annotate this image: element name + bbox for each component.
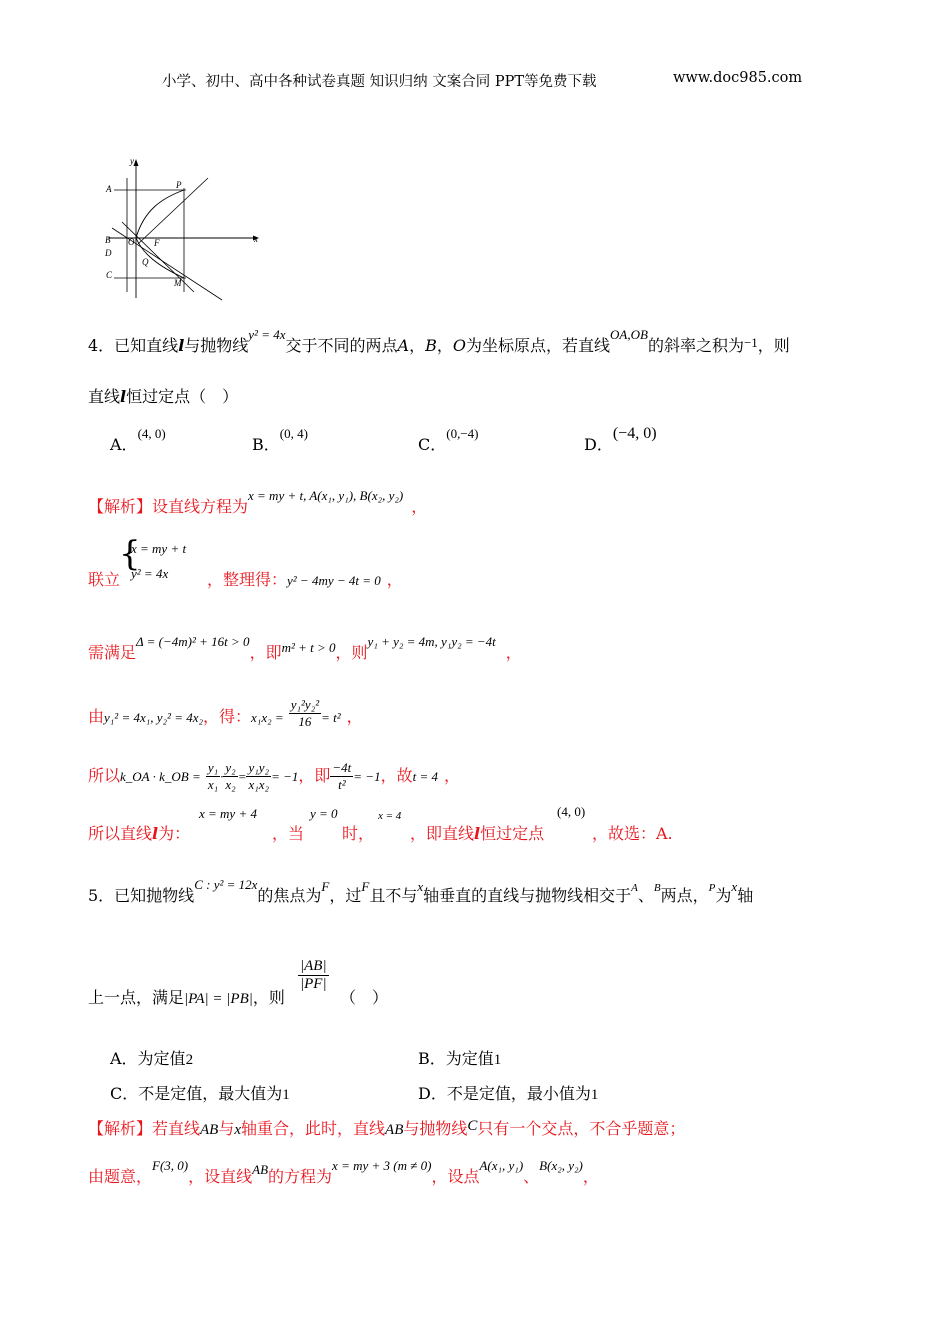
q5-option-d[interactable]: D．不是定值，最小值为1 [418,1084,599,1103]
sol4-l6-point: (4, 0) [557,804,586,819]
sol4-l6-when: ，当 [272,824,305,843]
q4-option-c[interactable]: C．$^{(0,-4)}$ [418,426,479,454]
sol5-line2: 由题意，$^{F(3, 0)}$，设直线$^{AB}$的方程为$^{x = my + 3 (m \ne 0)}$，设点$^{A(x_1, y_1)}$、$^{B(x_2, y_2)}$， [88,1158,599,1186]
q5-option-c[interactable]: C．不是定值，最大值为1 [110,1084,290,1103]
sol4-l6-answer: ，故选：A. [592,824,673,843]
label-Q: Q [142,257,149,267]
label-A: A [106,184,112,194]
q4-option-d[interactable]: D．(−4, 0) [584,425,657,454]
sol4-line1: 【解析】设直线方程为$^{x = my + t, A(x_1, y_1), B(x_2, y_2)}$， [88,488,428,516]
sol4-line5: 所以k_OA · k_OB = $\frac{\text{y₁}}{\text{x₁}}$ · $\frac{\text{y₂}}{\text{x₂}}$ = $\frac{\text{y₁y₂}}{\text{x₁x₂}}$ = −1，即 $\frac{-4t}{\text{t²}}$ = −1，故t = 4 ， [88,760,460,792]
label-P: P [176,180,182,190]
label-C: C [106,270,113,280]
sol4-l6-eq3: x = 4 [378,810,402,822]
label-M: M [174,278,182,288]
q5-option-a[interactable]: A．为定值2 [110,1049,194,1068]
header-text: 小学、初中、高中各种试卷真题 知识归纳 文案合同 PPT等免费下载 [162,74,597,90]
sol4-line3: 需满足$^{\Delta = (-4m)^2 + 16t > 0}$，即$^{m^2 + t > 0}$，则$^{y_1 + y_2 = 4m, y_1y_2 = -4t}$， [88,634,522,662]
sol4-l6-eq2: y = 0 [310,806,338,821]
q4-line2: 直线l恒过定点（ ） [88,387,239,406]
label-D: D [105,248,112,258]
q5-option-b[interactable]: B．为定值1 [418,1049,502,1068]
sol4-l6-then: 时， [342,824,375,843]
q4-option-a[interactable]: A．$^{(4, 0)}$ [110,426,166,454]
line-OP [138,178,208,244]
parabola-figure [98,152,263,304]
header-url[interactable]: www.doc985.com [673,70,803,86]
sol4-system-eq1: x = my + t [131,541,187,556]
system-brace: { [119,534,141,574]
sol4-line2-rest: ，整理得：y² − 4my − 4t = 0 ， [207,570,403,589]
q5-line2: 上一点，满足|PA| = |PB|，则 [88,988,285,1007]
sol4-line6: 所以直线l为： [88,824,191,843]
label-y: y [130,156,134,166]
sol4-line2: 联立 [88,570,121,589]
q5-line2-paren: （ ） [340,988,389,1007]
sol4-system-eq2: y² = 4x [131,566,169,581]
q5-ratio-fraction: $\frac{|AB|}{|PF|}$ [300,958,327,992]
label-x: x [254,234,258,244]
q5-line1: 5．已知抛物线$^{C : y^2 = 12x}$的焦点为$^F$，过$^F$且不与$^x$轴垂直的直线与抛物线相交于$^A$、$^B$两点，$^P$为$^x$轴 [88,877,754,905]
sol4-l6-conclusion: ，即直线l恒过定点 [410,824,545,843]
line-focal [122,222,194,292]
y-axis-arrow [134,159,139,166]
label-F: F [154,238,160,248]
q4-option-b[interactable]: B．$^{(0, 4)}$ [252,426,308,454]
label-O: O [128,237,135,247]
sol5-line1: 【解析】若直线AB与x轴重合，此时，直线AB与抛物线C只有一个交点，不合乎题意； [88,1118,686,1138]
sol4-l6-eq1: x = my + 4 [199,806,257,821]
q4-line1: 4．已知直线l与抛物线$^{y^2 = 4x}$交于不同的两点A，B，O为坐标原点，若直线$^{OA,OB}$的斜率之积为$^{-1}$，则 [88,327,790,355]
sol4-line4: 由y₁² = 4x₁, y₂² = 4x₂，得：x₁x₂ = $\frac{\text{y₁²y₂²}}{16}$ = t² ， [88,697,363,729]
label-B: B [105,235,111,245]
